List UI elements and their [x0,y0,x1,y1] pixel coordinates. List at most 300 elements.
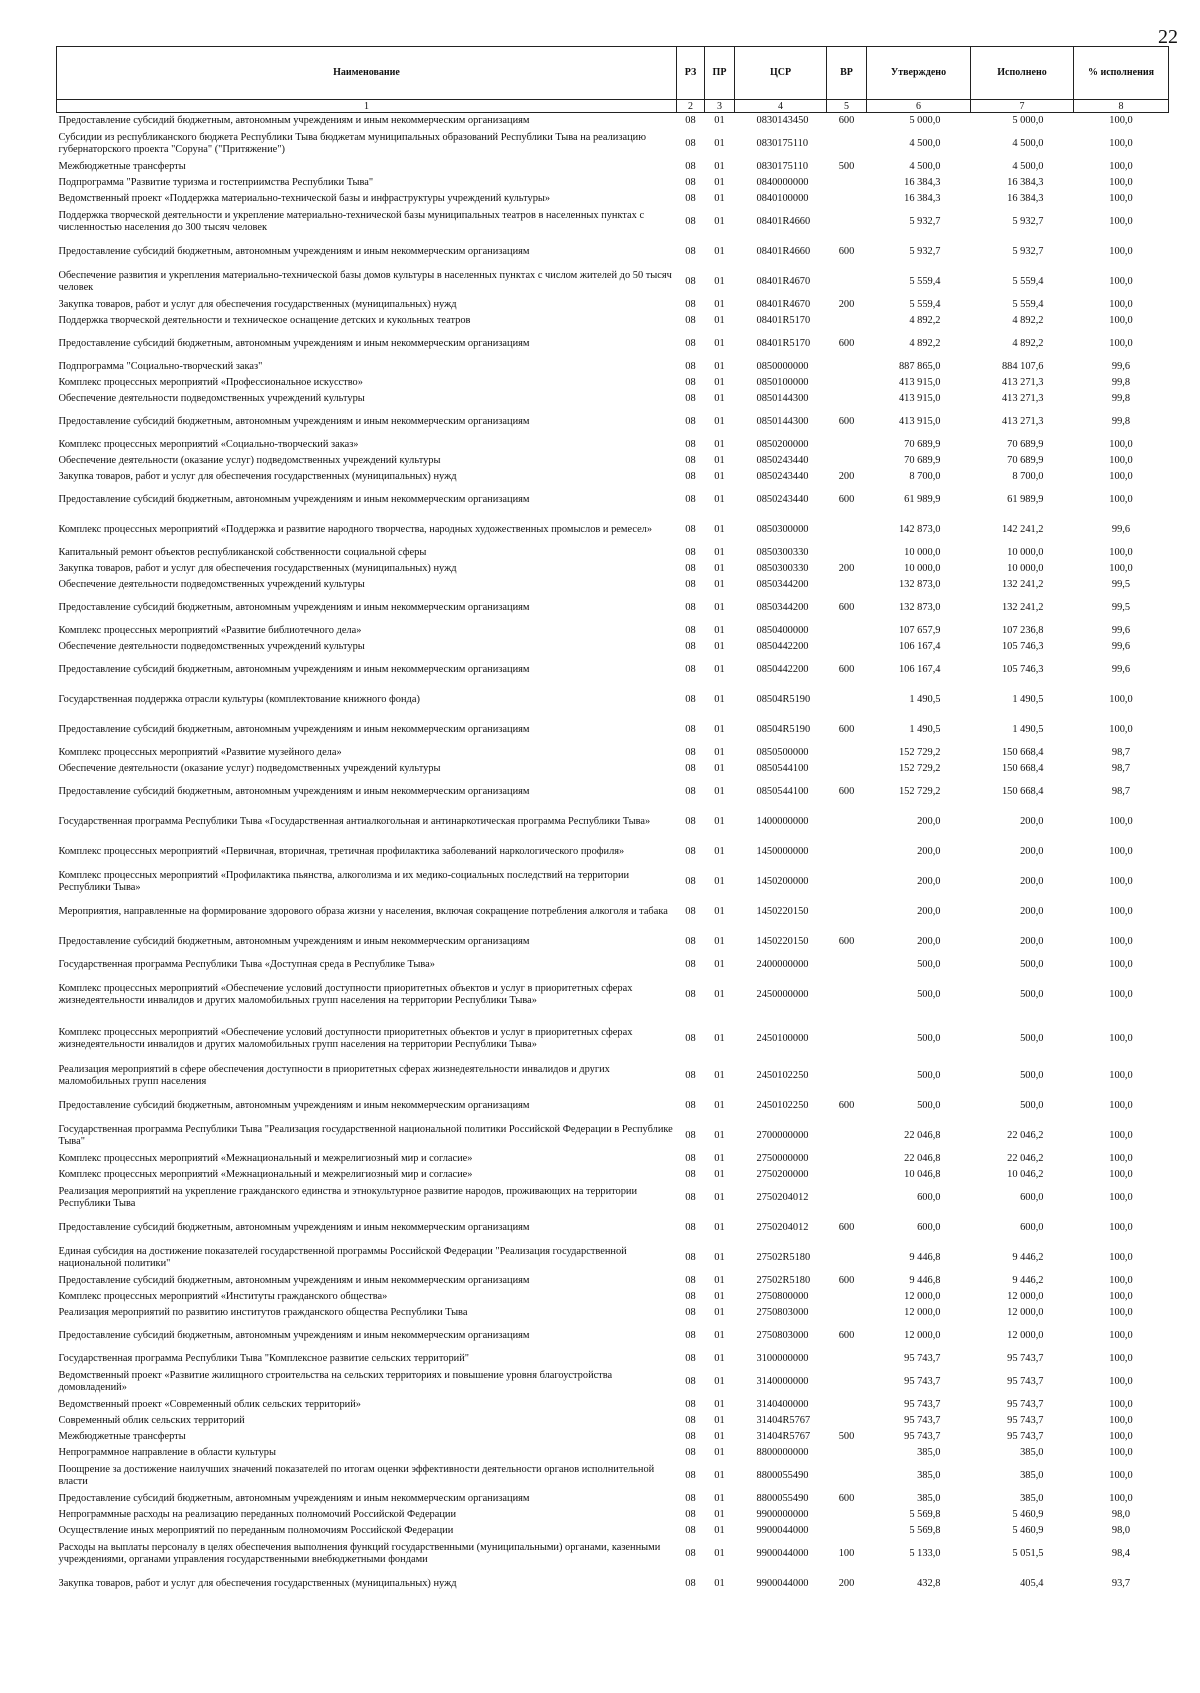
cell-percent: 99,5 [1111,579,1131,590]
cell-approved: 500,0 [917,989,941,1000]
cell-executed: 9 446,2 [1012,1275,1044,1286]
cell-name: Обеспечение развития и укрепления материально-технической базы домов культуры в населенных пунктах с числом жителей до 50 тысяч человек [58,270,672,293]
cell-percent: 98,7 [1111,747,1131,758]
cell-approved: 1 490,5 [909,724,941,735]
cell-name: Предоставление субсидий бюджетным, автономным учреждениям и иным некоммерческим организациям [58,246,530,257]
table-body [57,113,1169,1600]
cell-executed: 22 046,2 [1007,1130,1044,1141]
cell-approved: 10 000,0 [904,547,941,558]
cell-pr: 01 [714,276,725,287]
cell-executed: 150 668,4 [1001,786,1044,797]
cell-rz: 08 [685,471,696,482]
cell-executed: 95 743,7 [1007,1399,1044,1410]
cell-name: Непрограммное направление в области культуры [58,1447,276,1458]
cell-percent: 99,8 [1111,416,1131,427]
cell-approved: 9 446,8 [909,1252,941,1263]
table-row [57,485,1169,515]
cell-percent: 100,0 [1109,1376,1133,1387]
cell-csr: 2750200000 [756,1169,809,1180]
table-row [57,159,1169,175]
cell-percent: 100,0 [1109,1493,1133,1504]
cell-rz: 08 [685,694,696,705]
cell-pr: 01 [714,315,725,326]
cell-name: Предоставление субсидий бюджетным, автономным учреждениям и иным некоммерческим организациям [58,602,530,613]
cell-executed: 9 446,2 [1012,1252,1044,1263]
cell-csr: 08401R4670 [756,276,811,287]
page-number: 22 [1158,26,1178,48]
cell-approved: 12 000,0 [904,1291,941,1302]
table-row [57,1569,1169,1599]
cell-percent: 99,8 [1111,393,1131,404]
cell-rz: 08 [685,216,696,227]
cell-vr [827,313,867,329]
cell-rz: 08 [685,724,696,735]
cell-approved: 5 559,4 [909,299,941,310]
cell-executed: 22 046,2 [1007,1153,1044,1164]
cell-rz: 08 [685,299,696,310]
cell-percent: 93,7 [1111,1578,1131,1589]
column-number: 7 [971,100,1074,113]
cell-vr: 600 [838,602,855,613]
cell-approved: 385,0 [917,1447,941,1458]
cell-vr [827,867,867,897]
cell-csr: 0850200000 [756,439,809,450]
cell-csr: 0850300330 [756,547,809,558]
table-row [57,1167,1169,1183]
cell-percent: 100,0 [1109,216,1133,227]
cell-name: Капитальный ремонт объектов республиканской собственности социальной сферы [58,547,427,558]
cell-rz: 08 [685,625,696,636]
cell-name: Подпрограмма "Социально-творческий заказ" [58,361,263,372]
cell-pr: 01 [714,1100,725,1111]
cell-pr: 01 [714,1447,725,1458]
cell-vr: 200 [838,563,855,574]
cell-pr: 01 [714,602,725,613]
cell-csr: 1400000000 [756,816,809,827]
cell-name: Предоставление субсидий бюджетным, автономным учреждениям и иным некоммерческим организациям [58,1493,530,1504]
cell-vr: 600 [838,338,855,349]
table-row [57,623,1169,639]
cell-csr: 9900044000 [756,1525,809,1536]
cell-vr [827,175,867,191]
cell-executed: 61 989,9 [1007,494,1044,505]
cell-executed: 1 490,5 [1012,724,1044,735]
cell-executed: 4 892,2 [1012,315,1044,326]
cell-name: Предоставление субсидий бюджетным, автономным учреждениям и иным некоммерческим организациям [58,1275,530,1286]
cell-csr: 2750800000 [756,1291,809,1302]
table-row [57,561,1169,577]
cell-executed: 12 000,0 [1007,1330,1044,1341]
table-row [57,715,1169,745]
cell-executed: 10 000,0 [1007,563,1044,574]
cell-vr: 600 [838,1330,855,1341]
cell-percent: 98,4 [1111,1548,1131,1559]
cell-csr: 0850243440 [756,494,809,505]
cell-csr: 0850243440 [756,455,809,466]
cell-percent: 99,6 [1111,664,1131,675]
cell-csr: 0830175110 [756,161,809,172]
cell-pr: 01 [714,816,725,827]
cell-rz: 08 [685,1415,696,1426]
cell-rz: 08 [685,315,696,326]
cell-executed: 385,0 [1020,1493,1044,1504]
cell-name: Предоставление субсидий бюджетным, автономным учреждениям и иным некоммерческим организациям [58,786,530,797]
cell-csr: 31404R5767 [756,1431,811,1442]
cell-approved: 22 046,8 [904,1130,941,1141]
cell-rz: 08 [685,664,696,675]
cell-executed: 200,0 [1020,936,1044,947]
cell-percent: 98,7 [1111,786,1131,797]
table-row [57,1461,1169,1491]
cell-executed: 105 746,3 [1001,641,1044,652]
cell-vr: 500 [838,1431,855,1442]
cell-pr: 01 [714,177,725,188]
cell-approved: 385,0 [917,1493,941,1504]
cell-name: Комплекс процессных мероприятий «Профессиональное искусство» [58,377,363,388]
cell-csr: 27502R5180 [756,1275,811,1286]
cell-percent: 100,0 [1109,246,1133,257]
cell-percent: 100,0 [1109,1070,1133,1081]
table-row [57,897,1169,927]
cell-csr: 08504R5190 [756,724,811,735]
cell-vr [827,207,867,237]
cell-vr: 600 [838,724,855,735]
table-row [57,191,1169,207]
cell-csr: 0850100000 [756,377,809,388]
cell-executed: 200,0 [1020,876,1044,887]
cell-pr: 01 [714,471,725,482]
cell-rz: 08 [685,276,696,287]
cell-csr: 8800055490 [756,1470,809,1481]
cell-name: Предоставление субсидий бюджетным, автономным учреждениям и иным некоммерческим организациям [58,1222,530,1233]
table-row [57,267,1169,297]
cell-pr: 01 [714,1470,725,1481]
cell-percent: 100,0 [1109,494,1133,505]
cell-rz: 08 [685,361,696,372]
cell-pr: 01 [714,115,725,126]
cell-approved: 887 865,0 [898,361,941,372]
cell-name: Государственная программа Республики Тыва «Государственная антиалкогольная и антинаркотическая программа Республики Тыва» [58,816,651,827]
cell-percent: 100,0 [1109,1100,1133,1111]
cell-csr: 8800055490 [756,1493,809,1504]
cell-executed: 413 271,3 [1001,416,1044,427]
cell-executed: 8 700,0 [1012,471,1044,482]
cell-rz: 08 [685,1470,696,1481]
cell-executed: 95 743,7 [1007,1353,1044,1364]
table-row [57,1121,1169,1151]
cell-pr: 01 [714,1353,725,1364]
header-row [57,47,1169,100]
cell-approved: 132 873,0 [898,579,941,590]
cell-vr [827,1413,867,1429]
cell-name: Государственная программа Республики Тыва "Реализация государственной национальной политики Российской Федерации в Республике Тыва" [58,1124,673,1147]
cell-executed: 385,0 [1020,1470,1044,1481]
cell-executed: 4 500,0 [1012,138,1044,149]
cell-vr: 600 [838,416,855,427]
cell-name: Комплекс процессных мероприятий «Социально-творческий заказ» [58,439,359,450]
cell-name: Предоставление субсидий бюджетным, автономным учреждениям и иным некоммерческим организациям [58,936,530,947]
cell-rz: 08 [685,338,696,349]
table-row [57,391,1169,407]
cell-pr: 01 [714,246,725,257]
cell-approved: 500,0 [917,1100,941,1111]
cell-pr: 01 [714,936,725,947]
cell-percent: 100,0 [1109,876,1133,887]
cell-approved: 70 689,9 [904,439,941,450]
cell-name: Предоставление субсидий бюджетным, автономным учреждениям и иным некоммерческим организациям [58,1100,530,1111]
cell-approved: 5 559,4 [909,276,941,287]
cell-percent: 100,0 [1109,1431,1133,1442]
header-name: Наименование [57,47,677,100]
cell-executed: 70 689,9 [1007,455,1044,466]
cell-approved: 413 915,0 [898,393,941,404]
cell-vr: 600 [838,1100,855,1111]
cell-name: Комплекс процессных мероприятий «Профилактика пьянства, алкоголизма и их медико-социальных последствий на территории Республики Тыва» [58,870,630,893]
table-row [57,1273,1169,1289]
cell-percent: 100,0 [1109,276,1133,287]
cell-csr: 0850344200 [756,602,809,613]
cell-executed: 5 932,7 [1012,246,1044,257]
cell-executed: 413 271,3 [1001,377,1044,388]
cell-vr [827,267,867,297]
cell-rz: 08 [685,1399,696,1410]
cell-approved: 106 167,4 [898,641,941,652]
cell-vr [827,1397,867,1413]
cell-vr: 600 [838,115,855,126]
table-row [57,129,1169,159]
cell-name: Предоставление субсидий бюджетным, автономным учреждениям и иным некоммерческим организациям [58,338,530,349]
table-row [57,437,1169,453]
cell-name: Предоставление субсидий бюджетным, автономным учреждениям и иным некоммерческим организациям [58,664,530,675]
cell-rz: 08 [685,1307,696,1318]
cell-percent: 100,0 [1109,161,1133,172]
cell-percent: 100,0 [1109,989,1133,1000]
cell-percent: 100,0 [1109,315,1133,326]
cell-percent: 100,0 [1109,1192,1133,1203]
cell-approved: 106 167,4 [898,664,941,675]
cell-executed: 500,0 [1020,1033,1044,1044]
cell-name: Обеспечение деятельности (оказание услуг) подведомственных учреждений культуры [58,763,441,774]
cell-approved: 95 743,7 [904,1431,941,1442]
cell-approved: 70 689,9 [904,455,941,466]
cell-pr: 01 [714,1307,725,1318]
cell-pr: 01 [714,1509,725,1520]
cell-pr: 01 [714,193,725,204]
cell-rz: 08 [685,193,696,204]
column-number: 1 [57,100,677,113]
cell-pr: 01 [714,1169,725,1180]
table-row [57,777,1169,807]
cell-rz: 08 [685,1070,696,1081]
cell-pr: 01 [714,299,725,310]
cell-vr: 600 [838,936,855,947]
cell-percent: 100,0 [1109,115,1133,126]
table-row [57,1017,1169,1061]
cell-executed: 95 743,7 [1007,1431,1044,1442]
cell-pr: 01 [714,1376,725,1387]
cell-csr: 0850144300 [756,416,809,427]
cell-approved: 95 743,7 [904,1415,941,1426]
cell-rz: 08 [685,906,696,917]
cell-name: Комплекс процессных мероприятий «Обеспечение условий доступности приоритетных объектов и услуг в приоритетных сферах жизнедеятельности инвалидов и других маломобильных групп населения на территории Республики Тыва» [58,1027,633,1050]
cell-name: Поддержка творческой деятельности и укрепление материально-технической базы муниципальных театров в населенных пунктах с численностью населения до 300 тысяч человек [58,210,645,233]
cell-approved: 61 989,9 [904,494,941,505]
cell-percent: 100,0 [1109,1130,1133,1141]
cell-csr: 0830175110 [756,138,809,149]
cell-approved: 152 729,2 [898,747,941,758]
cell-name: Единая субсидия на достижение показателей государственной программы Российской Федерации "Реализация государственной национальной политики" [58,1246,627,1269]
column-number: 5 [827,100,867,113]
cell-approved: 4 500,0 [909,161,941,172]
cell-csr: 9900000000 [756,1509,809,1520]
table-row [57,593,1169,623]
table-row [57,685,1169,715]
cell-executed: 600,0 [1020,1222,1044,1233]
cell-name: Комплекс процессных мероприятий «Обеспечение условий доступности приоритетных объектов и услуг в приоритетных сферах жизнедеятельности инвалидов и других маломобильных групп населения на территории Республики Тыва» [58,983,633,1006]
cell-vr [827,1445,867,1461]
cell-rz: 08 [685,416,696,427]
cell-rz: 08 [685,959,696,970]
cell-executed: 1 490,5 [1012,694,1044,705]
cell-pr: 01 [714,1153,725,1164]
cell-name: Предоставление субсидий бюджетным, автономным учреждениям и иным некоммерческим организациям [58,724,530,735]
cell-vr [827,1523,867,1539]
table-row [57,639,1169,655]
cell-vr [827,1151,867,1167]
cell-pr: 01 [714,959,725,970]
cell-executed: 132 241,2 [1001,602,1044,613]
cell-name: Закупка товаров, работ и услуг для обеспечения государственных (муниципальных) нужд [58,471,457,482]
cell-vr [827,391,867,407]
cell-csr: 2750204012 [756,1192,809,1203]
cell-percent: 99,6 [1111,641,1131,652]
cell-csr: 31404R5767 [756,1415,811,1426]
cell-rz: 08 [685,1153,696,1164]
cell-csr: 27502R5180 [756,1252,811,1263]
cell-executed: 10 000,0 [1007,547,1044,558]
cell-vr [827,1367,867,1397]
cell-name: Предоставление субсидий бюджетным, автономным учреждениям и иным некоммерческим организациям [58,115,530,126]
cell-approved: 4 500,0 [909,138,941,149]
cell-csr: 0850144300 [756,393,809,404]
cell-executed: 16 384,3 [1007,177,1044,188]
cell-vr: 500 [838,161,855,172]
cell-executed: 16 384,3 [1007,193,1044,204]
cell-rz: 08 [685,1447,696,1458]
cell-pr: 01 [714,161,725,172]
cell-pr: 01 [714,625,725,636]
cell-approved: 5 133,0 [909,1548,941,1559]
cell-csr: 0850544100 [756,786,809,797]
cell-rz: 08 [685,161,696,172]
cell-percent: 100,0 [1109,138,1133,149]
cell-name: Поощрение за достижение наилучших значений показателей по итогам оценки эффективности деятельности органов исполнительной власти [58,1464,655,1487]
cell-csr: 08401R5170 [756,338,811,349]
cell-approved: 1 490,5 [909,694,941,705]
cell-pr: 01 [714,641,725,652]
cell-pr: 01 [714,1033,725,1044]
cell-rz: 08 [685,876,696,887]
cell-rz: 08 [685,524,696,535]
table-row [57,515,1169,545]
cell-approved: 432,8 [917,1578,941,1589]
cell-rz: 08 [685,1033,696,1044]
cell-percent: 99,6 [1111,524,1131,535]
cell-pr: 01 [714,763,725,774]
cell-csr: 0850500000 [756,747,809,758]
cell-vr [827,1461,867,1491]
cell-pr: 01 [714,138,725,149]
cell-percent: 100,0 [1109,1291,1133,1302]
cell-approved: 95 743,7 [904,1399,941,1410]
cell-rz: 08 [685,439,696,450]
cell-rz: 08 [685,1100,696,1111]
table-row [57,313,1169,329]
table-row [57,453,1169,469]
cell-vr [827,837,867,867]
cell-name: Комплекс процессных мероприятий «Институты гражданского общества» [58,1291,388,1302]
cell-csr: 3140000000 [756,1376,809,1387]
cell-executed: 4 892,2 [1012,338,1044,349]
cell-approved: 9 446,8 [909,1275,941,1286]
cell-rz: 08 [685,115,696,126]
cell-name: Межбюджетные трансферты [58,161,186,172]
cell-executed: 600,0 [1020,1192,1044,1203]
cell-vr [827,1243,867,1273]
table-row [57,1523,1169,1539]
cell-pr: 01 [714,694,725,705]
cell-rz: 08 [685,1431,696,1442]
cell-csr: 0830143450 [756,115,809,126]
cell-name: Обеспечение деятельности подведомственных учреждений культуры [58,393,365,404]
cell-pr: 01 [714,1399,725,1410]
cell-rz: 08 [685,747,696,758]
cell-pr: 01 [714,216,725,227]
cell-executed: 5 559,4 [1012,276,1044,287]
cell-vr [827,577,867,593]
cell-percent: 100,0 [1109,816,1133,827]
cell-vr [827,129,867,159]
cell-executed: 5 932,7 [1012,216,1044,227]
cell-name: Субсидии из республиканского бюджета Республики Тыва бюджетам муниципальных образований Республики Тыва на реализацию губернаторского проекта "Соруна" ("Притяжение") [58,132,646,155]
cell-executed: 884 107,6 [1001,361,1044,372]
cell-csr: 2400000000 [756,959,809,970]
cell-approved: 142 873,0 [898,524,941,535]
cell-executed: 95 743,7 [1007,1415,1044,1426]
cell-rz: 08 [685,1130,696,1141]
header-pr: ПР [705,47,735,100]
cell-rz: 08 [685,246,696,257]
cell-approved: 413 915,0 [898,416,941,427]
table-row [57,1445,1169,1461]
cell-vr [827,1289,867,1305]
cell-percent: 100,0 [1109,547,1133,558]
cell-csr: 1450000000 [756,846,809,857]
cell-executed: 405,4 [1020,1578,1044,1589]
cell-vr: 600 [838,494,855,505]
cell-approved: 200,0 [917,936,941,947]
cell-vr [827,437,867,453]
cell-pr: 01 [714,846,725,857]
cell-pr: 01 [714,524,725,535]
cell-pr: 01 [714,1415,725,1426]
cell-executed: 150 668,4 [1001,747,1044,758]
table-row [57,175,1169,191]
cell-percent: 100,0 [1109,1033,1133,1044]
cell-name: Комплекс процессных мероприятий «Развитие музейного дела» [58,747,342,758]
cell-name: Расходы на выплаты персоналу в целях обеспечения выполнения функций государственными (муниципальными) органами, казенными учреждениями, органами управления государственными внебюджетными фондами [58,1542,661,1565]
cell-percent: 98,0 [1111,1525,1131,1536]
